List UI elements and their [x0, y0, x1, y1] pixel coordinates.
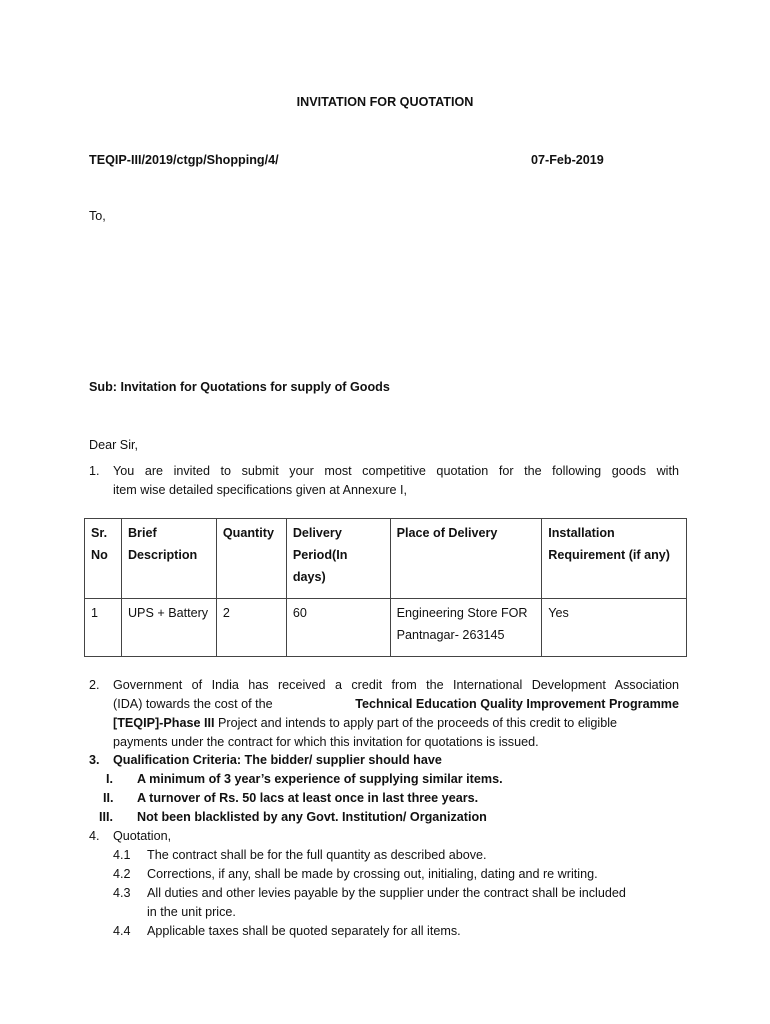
clause-4-4-text: Applicable taxes shall be quoted separately for all items. — [147, 924, 461, 938]
clause-4-3-continuation: in the unit price. — [147, 905, 236, 919]
cell-sr-no: 1 — [85, 599, 122, 657]
qualification-heading: Qualification Criteria: The bidder/ supplier should have — [113, 753, 442, 767]
item-1-line-2: item wise detailed specifications given at Annexure I, — [113, 483, 408, 497]
cell-delivery-period: 60 — [286, 599, 390, 657]
table-header-row — [85, 519, 687, 599]
item-2-line-1: Government of India has received a credit from the International Development Association — [113, 678, 679, 692]
cell-place-of-delivery: Engineering Store FOR Pantnagar- 263145 — [390, 599, 542, 657]
criteria-1-text: A minimum of 3 year’s experience of supplying similar items. — [137, 772, 503, 786]
criteria-2-number: II. — [103, 791, 114, 805]
clause-4-3-number: 4.3 — [113, 886, 131, 900]
criteria-1-number: I. — [106, 772, 113, 786]
item-2-line-3 — [113, 716, 617, 730]
header-quantity: Quantity — [216, 519, 286, 599]
table-row — [85, 599, 687, 657]
item-2-line-3-text: Project and intends to apply part of the proceeds of this credit to eligible — [214, 716, 618, 730]
item-2-line-2-text: (IDA) towards the cost of the — [113, 697, 277, 711]
cell-quantity: 2 — [216, 599, 286, 657]
criteria-3-number: III. — [99, 810, 113, 824]
item-2-number: 2. — [89, 678, 100, 692]
header-brief-description: Brief Description — [121, 519, 216, 599]
item-1-line-1: You are invited to submit your most competitive quotation for the following goods with — [113, 464, 679, 478]
clause-4-2-number: 4.2 — [113, 867, 131, 881]
item-4-number: 4. — [89, 829, 100, 843]
item-2-line-4: payments under the contract for which this invitation for quotations is issued. — [113, 735, 539, 749]
clause-4-2-text: Corrections, if any, shall be made by crossing out, initialing, dating and re writing. — [147, 867, 598, 881]
item-3-number: 3. — [89, 753, 100, 767]
clause-4-1-number: 4.1 — [113, 848, 131, 862]
header-delivery-period: Delivery Period(In days) — [286, 519, 390, 599]
document-date: 07-Feb-2019 — [531, 153, 604, 167]
programme-phase: [TEQIP]-Phase III — [113, 716, 215, 730]
salutation: Dear Sir, — [89, 438, 138, 452]
document-title: INVITATION FOR QUOTATION — [296, 95, 474, 109]
item-1-number: 1. — [89, 464, 100, 478]
header-installation-requirement: Installation Requirement (if any) — [542, 519, 687, 599]
clause-4-3-text: All duties and other levies payable by the supplier under the contract shall be included — [147, 886, 626, 900]
quotation-heading: Quotation, — [113, 829, 172, 843]
clause-4-1-text: The contract shall be for the full quantity as described above. — [147, 848, 487, 862]
criteria-2-text: A turnover of Rs. 50 lacs at least once in last three years. — [137, 791, 479, 805]
reference-number: TEQIP-III/2019/ctgp/Shopping/4/ — [89, 153, 279, 167]
criteria-3-text: Not been blacklisted by any Govt. Institution/ Organization — [137, 810, 487, 824]
item-2-line-2 — [113, 697, 679, 711]
header-place-of-delivery: Place of Delivery — [390, 519, 542, 599]
clause-4-4-number: 4.4 — [113, 924, 131, 938]
recipient-label: To, — [89, 209, 106, 223]
header-sr-no: Sr. No — [85, 519, 122, 599]
programme-name: Technical Education Quality Improvement Programme — [355, 697, 679, 711]
cell-brief-description: UPS + Battery — [121, 599, 216, 657]
specification-table — [84, 518, 687, 657]
subject-line: Sub: Invitation for Quotations for supply of Goods — [89, 380, 390, 394]
cell-installation-requirement: Yes — [542, 599, 687, 657]
